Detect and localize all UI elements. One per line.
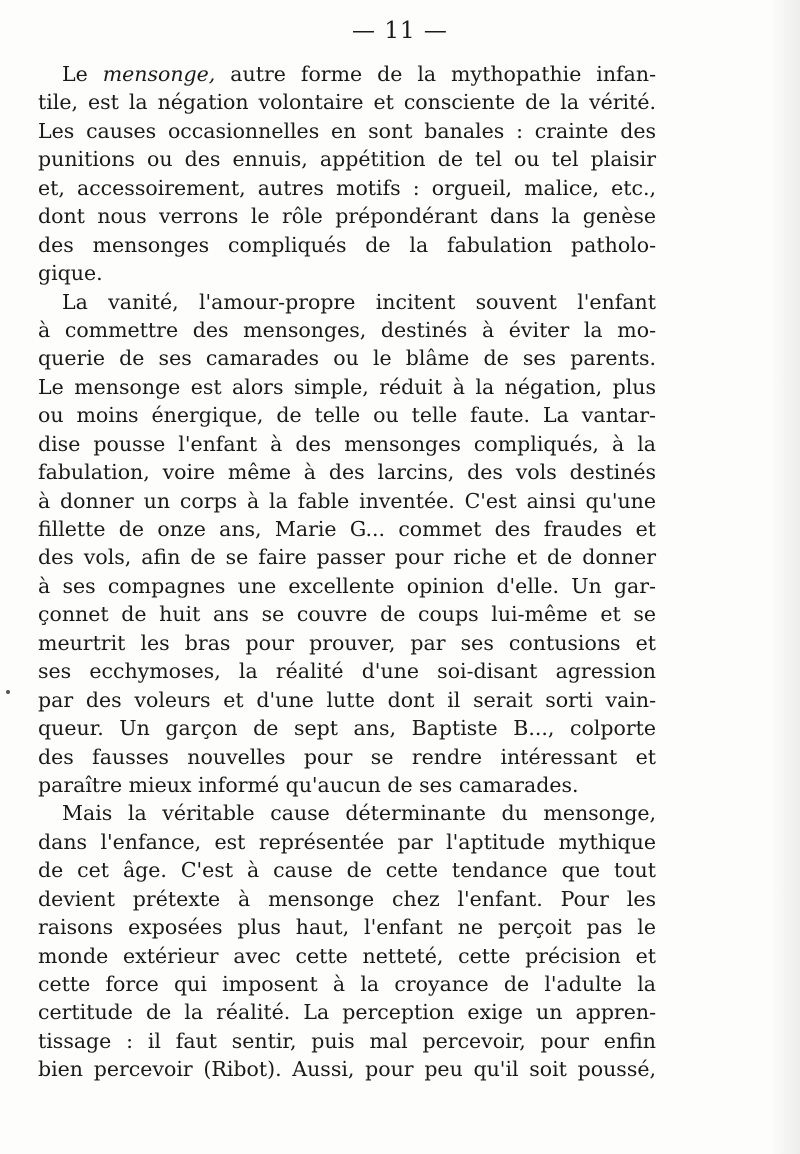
text-line: et, accessoirement, autres motifs : orgueil, malice, etc.,	[38, 175, 656, 200]
text-line: des mensonges compliqués de la fabulation patholo-	[38, 232, 656, 257]
text-line: cette force qui imposent à la croyance de l'adulte la	[38, 972, 656, 996]
text-line: tile, est la négation volontaire et consciente de la vérité.	[38, 90, 656, 115]
text-line: à ses compagnes une excellente opinion d'elle. Un gar-	[38, 573, 656, 598]
emphasized-term: mensonge,	[102, 62, 216, 86]
text-line: à donner un corps à la fable inventée. C'est ainsi qu'une	[38, 488, 656, 513]
text-line: des vols, afin de se faire passer pour riche et de donner	[38, 545, 656, 570]
text-line: çonnet de huit ans se couvre de coups lui-même et se	[38, 602, 656, 627]
text-line: Le mensonge, autre forme de la mythopathie infan-	[62, 62, 656, 86]
text-line: fabulation, voire même à des larcins, des vols destinés	[38, 460, 656, 485]
text-line: devient prétexte à mensonge chez l'enfant. Pour les	[38, 886, 656, 911]
text-line: punitions ou des ennuis, appétition de tel ou tel plaisir	[38, 147, 656, 172]
text-line: Les causes occasionnelles en sont banales : crainte des	[38, 118, 656, 143]
text-line: certitude de la réalité. La perception exige un appren-	[38, 1000, 656, 1025]
text-line: Mais la véritable cause déterminante du mensonge,	[62, 801, 656, 826]
text-line: fillette de onze ans, Marie G... commet des fraudes et	[38, 517, 656, 541]
text-line: des fausses nouvelles pour se rendre intéressant et	[38, 744, 656, 769]
text-line: bien percevoir (Ribot). Aussi, pour peu qu'il soit poussé,	[38, 1057, 656, 1082]
text-line: meurtrit les bras pour prouver, par ses contusions et	[38, 630, 656, 655]
text-line: par des voleurs et d'une lutte dont il serait sorti vain-	[38, 687, 656, 712]
text-line: Le mensonge est alors simple, réduit à la négation, plus	[38, 374, 656, 399]
text-line: querie de ses camarades ou le blâme de ses parents.	[38, 346, 656, 371]
text-line: paraître mieux informé qu'aucun de ses camarades.	[38, 772, 579, 797]
text-line: à commettre des mensonges, destinés à éviter la mo-	[38, 317, 656, 342]
text-line: La vanité, l'amour-propre incitent souvent l'enfant	[62, 289, 656, 314]
text-line: dise pousse l'enfant à des mensonges compliqués, à la	[38, 431, 656, 456]
page-number: — 11 —	[352, 18, 448, 44]
text-line: ou moins énergique, de telle ou telle faute. La vantar-	[38, 403, 656, 428]
text-line: gique.	[38, 261, 103, 286]
text-line: ses ecchymoses, la réalité d'une soi-disant agression	[38, 659, 656, 684]
text-line: dont nous verrons le rôle prépondérant dans la genèse	[38, 204, 656, 229]
text-line: tissage : il faut sentir, puis mal percevoir, pour enfin	[38, 1028, 656, 1053]
text-line: de cet âge. C'est à cause de cette tendance que tout	[38, 858, 656, 883]
text-line: raisons exposées plus haut, l'enfant ne perçoit pas le	[38, 915, 656, 940]
text-line: queur. Un garçon de sept ans, Baptiste B..., colporte	[38, 716, 656, 741]
scan-speck	[6, 690, 10, 694]
text-line: monde extérieur avec cette netteté, cette précision et	[38, 943, 656, 968]
scan-shadow-edge	[770, 0, 800, 1154]
text-line: dans l'enfance, est représentée par l'aptitude mythique	[38, 829, 656, 854]
body-text	[38, 60, 656, 1084]
